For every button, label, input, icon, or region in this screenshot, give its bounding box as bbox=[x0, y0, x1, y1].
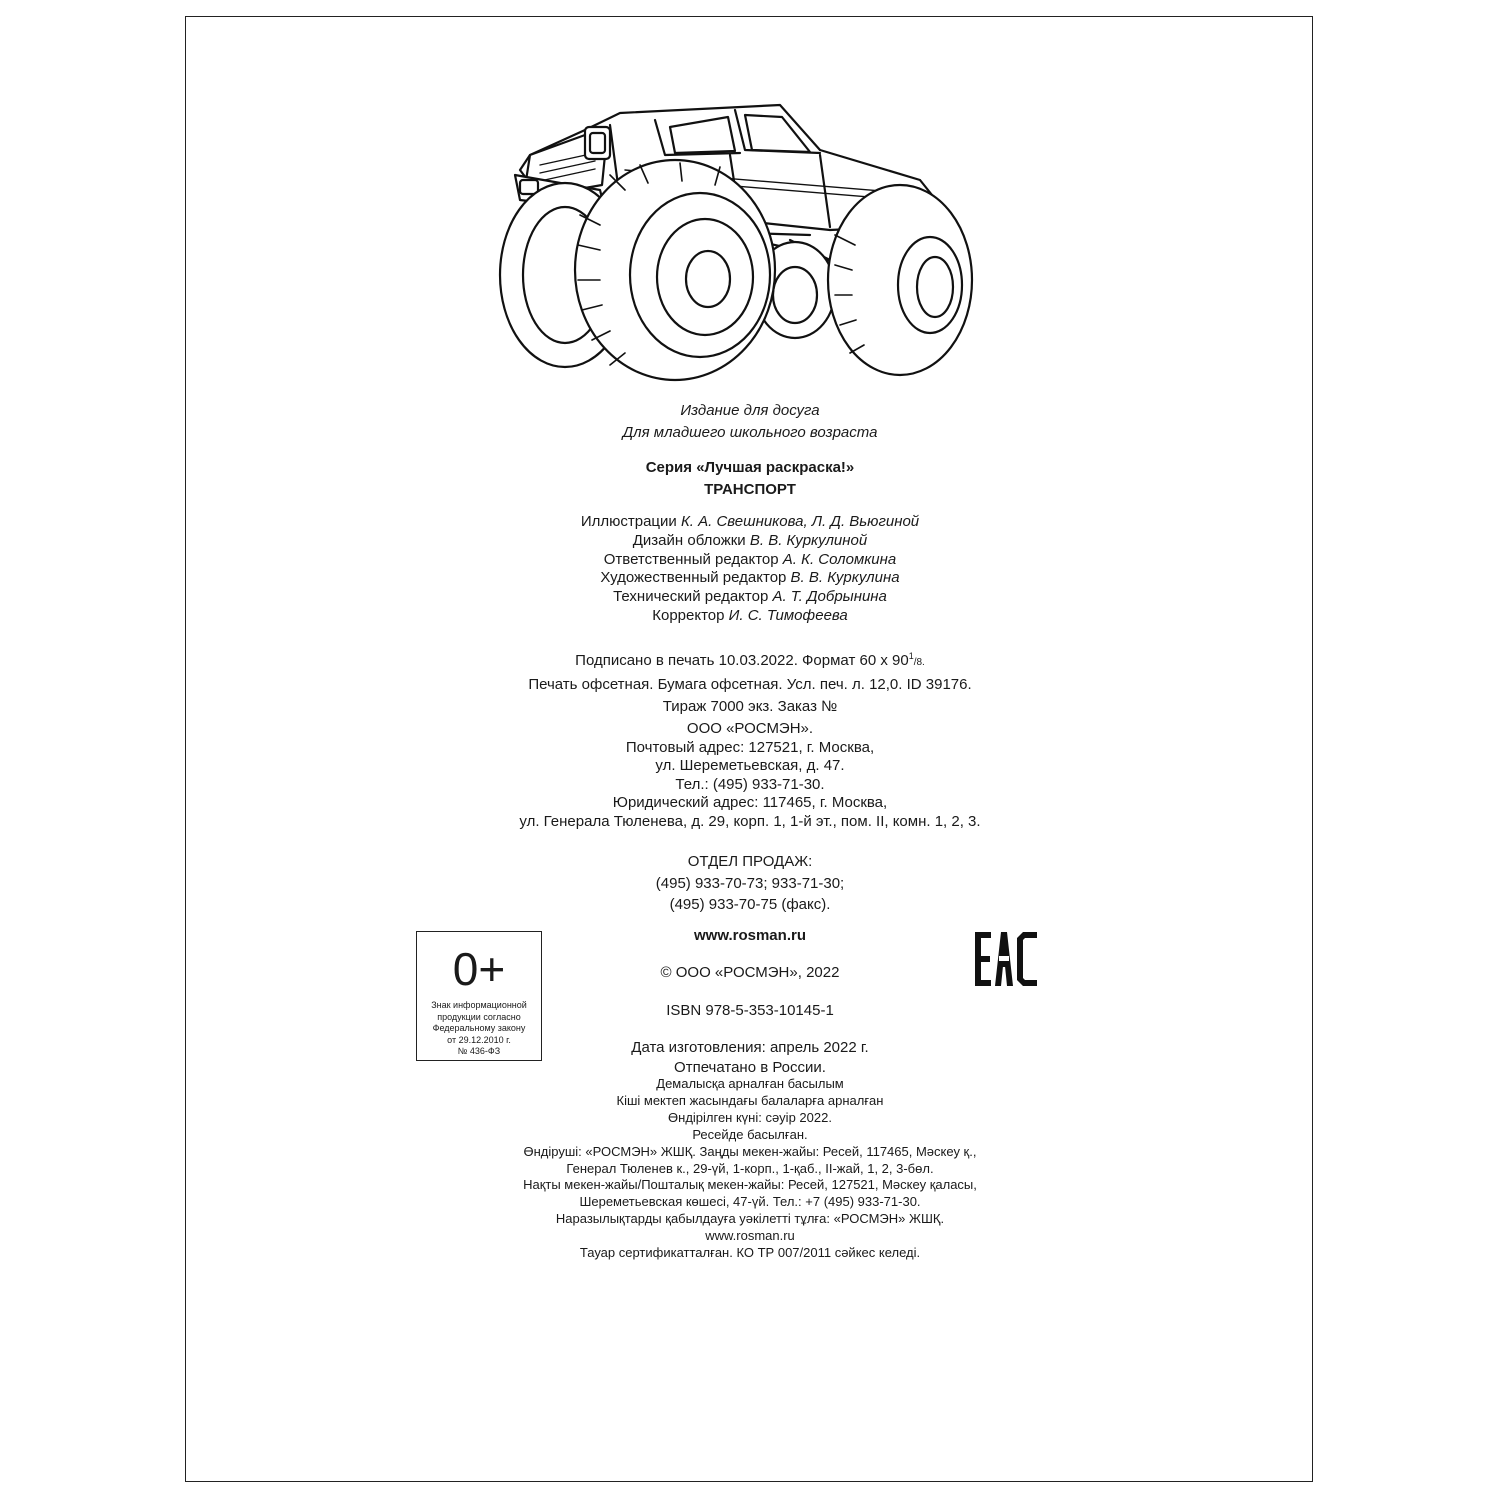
publisher-block bbox=[200, 720, 1300, 832]
publisher-line: ООО «РОСМЭН». bbox=[686, 720, 814, 737]
age-group-text: Для младшего школьного возраста bbox=[622, 424, 878, 441]
isbn-text: ISBN 978-5-353-10145-1 bbox=[666, 1002, 834, 1019]
kazakh-line: www.rosman.ru bbox=[705, 1228, 795, 1244]
publisher-line: Тел.: (495) 933-71-30. bbox=[675, 775, 825, 793]
credit-line: Дизайн обложки В. В. Куркулиной bbox=[632, 531, 868, 549]
credits-block bbox=[200, 513, 1300, 626]
sales-line: (495) 933-70-75 (факс). bbox=[669, 896, 831, 913]
age-rating-note: Знак информационной продукции согласно Федеральному закону от 29.12.2010 г. № 436-ФЗ bbox=[431, 1000, 527, 1056]
credit-line: Иллюстрации К. А. Свешникова, Л. Д. Вьюгиной bbox=[580, 513, 920, 530]
kazakh-line: Шереметьевская көшесі, 47-үй. Тел.: +7 (495) 933-71-30. bbox=[579, 1194, 921, 1210]
manufacture-block bbox=[200, 1038, 1300, 1078]
age-rating-mark: 0+ bbox=[452, 943, 506, 995]
paper-info: Печать офсетная. Бумага офсетная. Усл. печ. л. 12,0. ID 39176. bbox=[528, 676, 972, 693]
publisher-line: Почтовый адрес: 127521, г. Москва, bbox=[625, 738, 875, 756]
credit-line: Корректор И. С. Тимофеева bbox=[652, 606, 848, 624]
publisher-line: ул. Шереметьевская, д. 47. bbox=[655, 757, 845, 775]
website-link[interactable]: www.rosman.ru bbox=[694, 927, 806, 944]
publisher-line: Юридический адрес: 117465, г. Москва, bbox=[612, 794, 888, 812]
print-run: Тираж 7000 экз. Заказ № bbox=[662, 698, 838, 715]
kazakh-line: Тауар сертификатталған. КО ТР 007/2011 сәйкес келеді. bbox=[579, 1245, 921, 1261]
kazakh-line: Кіші мектеп жасындағы балаларға арналған bbox=[616, 1092, 884, 1108]
sales-line: ОТДЕЛ ПРОДАЖ: bbox=[687, 853, 813, 870]
kazakh-line: Ресейде басылған. bbox=[692, 1126, 808, 1142]
leisure-edition-text: Издание для досуга bbox=[680, 402, 820, 419]
kazakh-line: Өндірілген күні: сәуір 2022. bbox=[668, 1109, 832, 1125]
copyright-text: © ООО «РОСМЭН», 2022 bbox=[660, 964, 840, 981]
series-block bbox=[200, 457, 1300, 501]
leisure-block bbox=[200, 400, 1300, 444]
manufacture-line: Отпечатано в России. bbox=[674, 1059, 826, 1076]
credit-line: Художественный редактор В. В. Куркулина bbox=[600, 569, 900, 587]
signed-to-print: Подписано в печать 10.03.2022. Формат 60 х $90^1/8$. bbox=[575, 651, 925, 669]
kazakh-line: Наразылықтарды қабылдауға уәкілетті тұлға: «РОСМЭН» ЖШҚ. bbox=[555, 1211, 945, 1227]
printing-block bbox=[200, 645, 1300, 718]
kazakh-line: Генерал Тюленев к., 29-үй, 1-корп., 1-қаб., II-жай, 1, 2, 3-бөл. bbox=[566, 1160, 934, 1176]
series-name: Серия «Лучшая раскраска!» bbox=[645, 459, 855, 476]
credit-line: Технический редактор А. Т. Добрынина bbox=[613, 588, 887, 606]
kazakh-block bbox=[200, 1076, 1300, 1262]
kazakh-line: Демалысқа арналған басылым bbox=[656, 1076, 844, 1091]
manufacture-line: Дата изготовления: апрель 2022 г. bbox=[631, 1039, 869, 1056]
sales-line: (495) 933-70-73; 933-71-30; bbox=[655, 874, 845, 892]
book-title: ТРАНСПОРТ bbox=[704, 481, 796, 498]
kazakh-line: Өндіруші: «РОСМЭН» ЖШҚ. Заңды мекен-жайы: Ресей, 117465, Мәскеу қ., bbox=[523, 1143, 977, 1159]
kazakh-line: Нақты мекен-жайы/Пошталық мекен-жайы: Ресей, 127521, Мәскеу қаласы, bbox=[523, 1177, 977, 1193]
sales-block bbox=[200, 851, 1300, 916]
publisher-line: ул. Генерала Тюленева, д. 29, корп. 1, 1-й эт., пом. II, комн. 1, 2, 3. bbox=[519, 812, 981, 830]
credit-line: Ответственный редактор А. К. Соломкина bbox=[603, 550, 897, 568]
eac-conformity-icon bbox=[975, 932, 1037, 986]
age-rating-box bbox=[416, 931, 542, 1061]
monster-truck-illustration bbox=[490, 95, 980, 385]
